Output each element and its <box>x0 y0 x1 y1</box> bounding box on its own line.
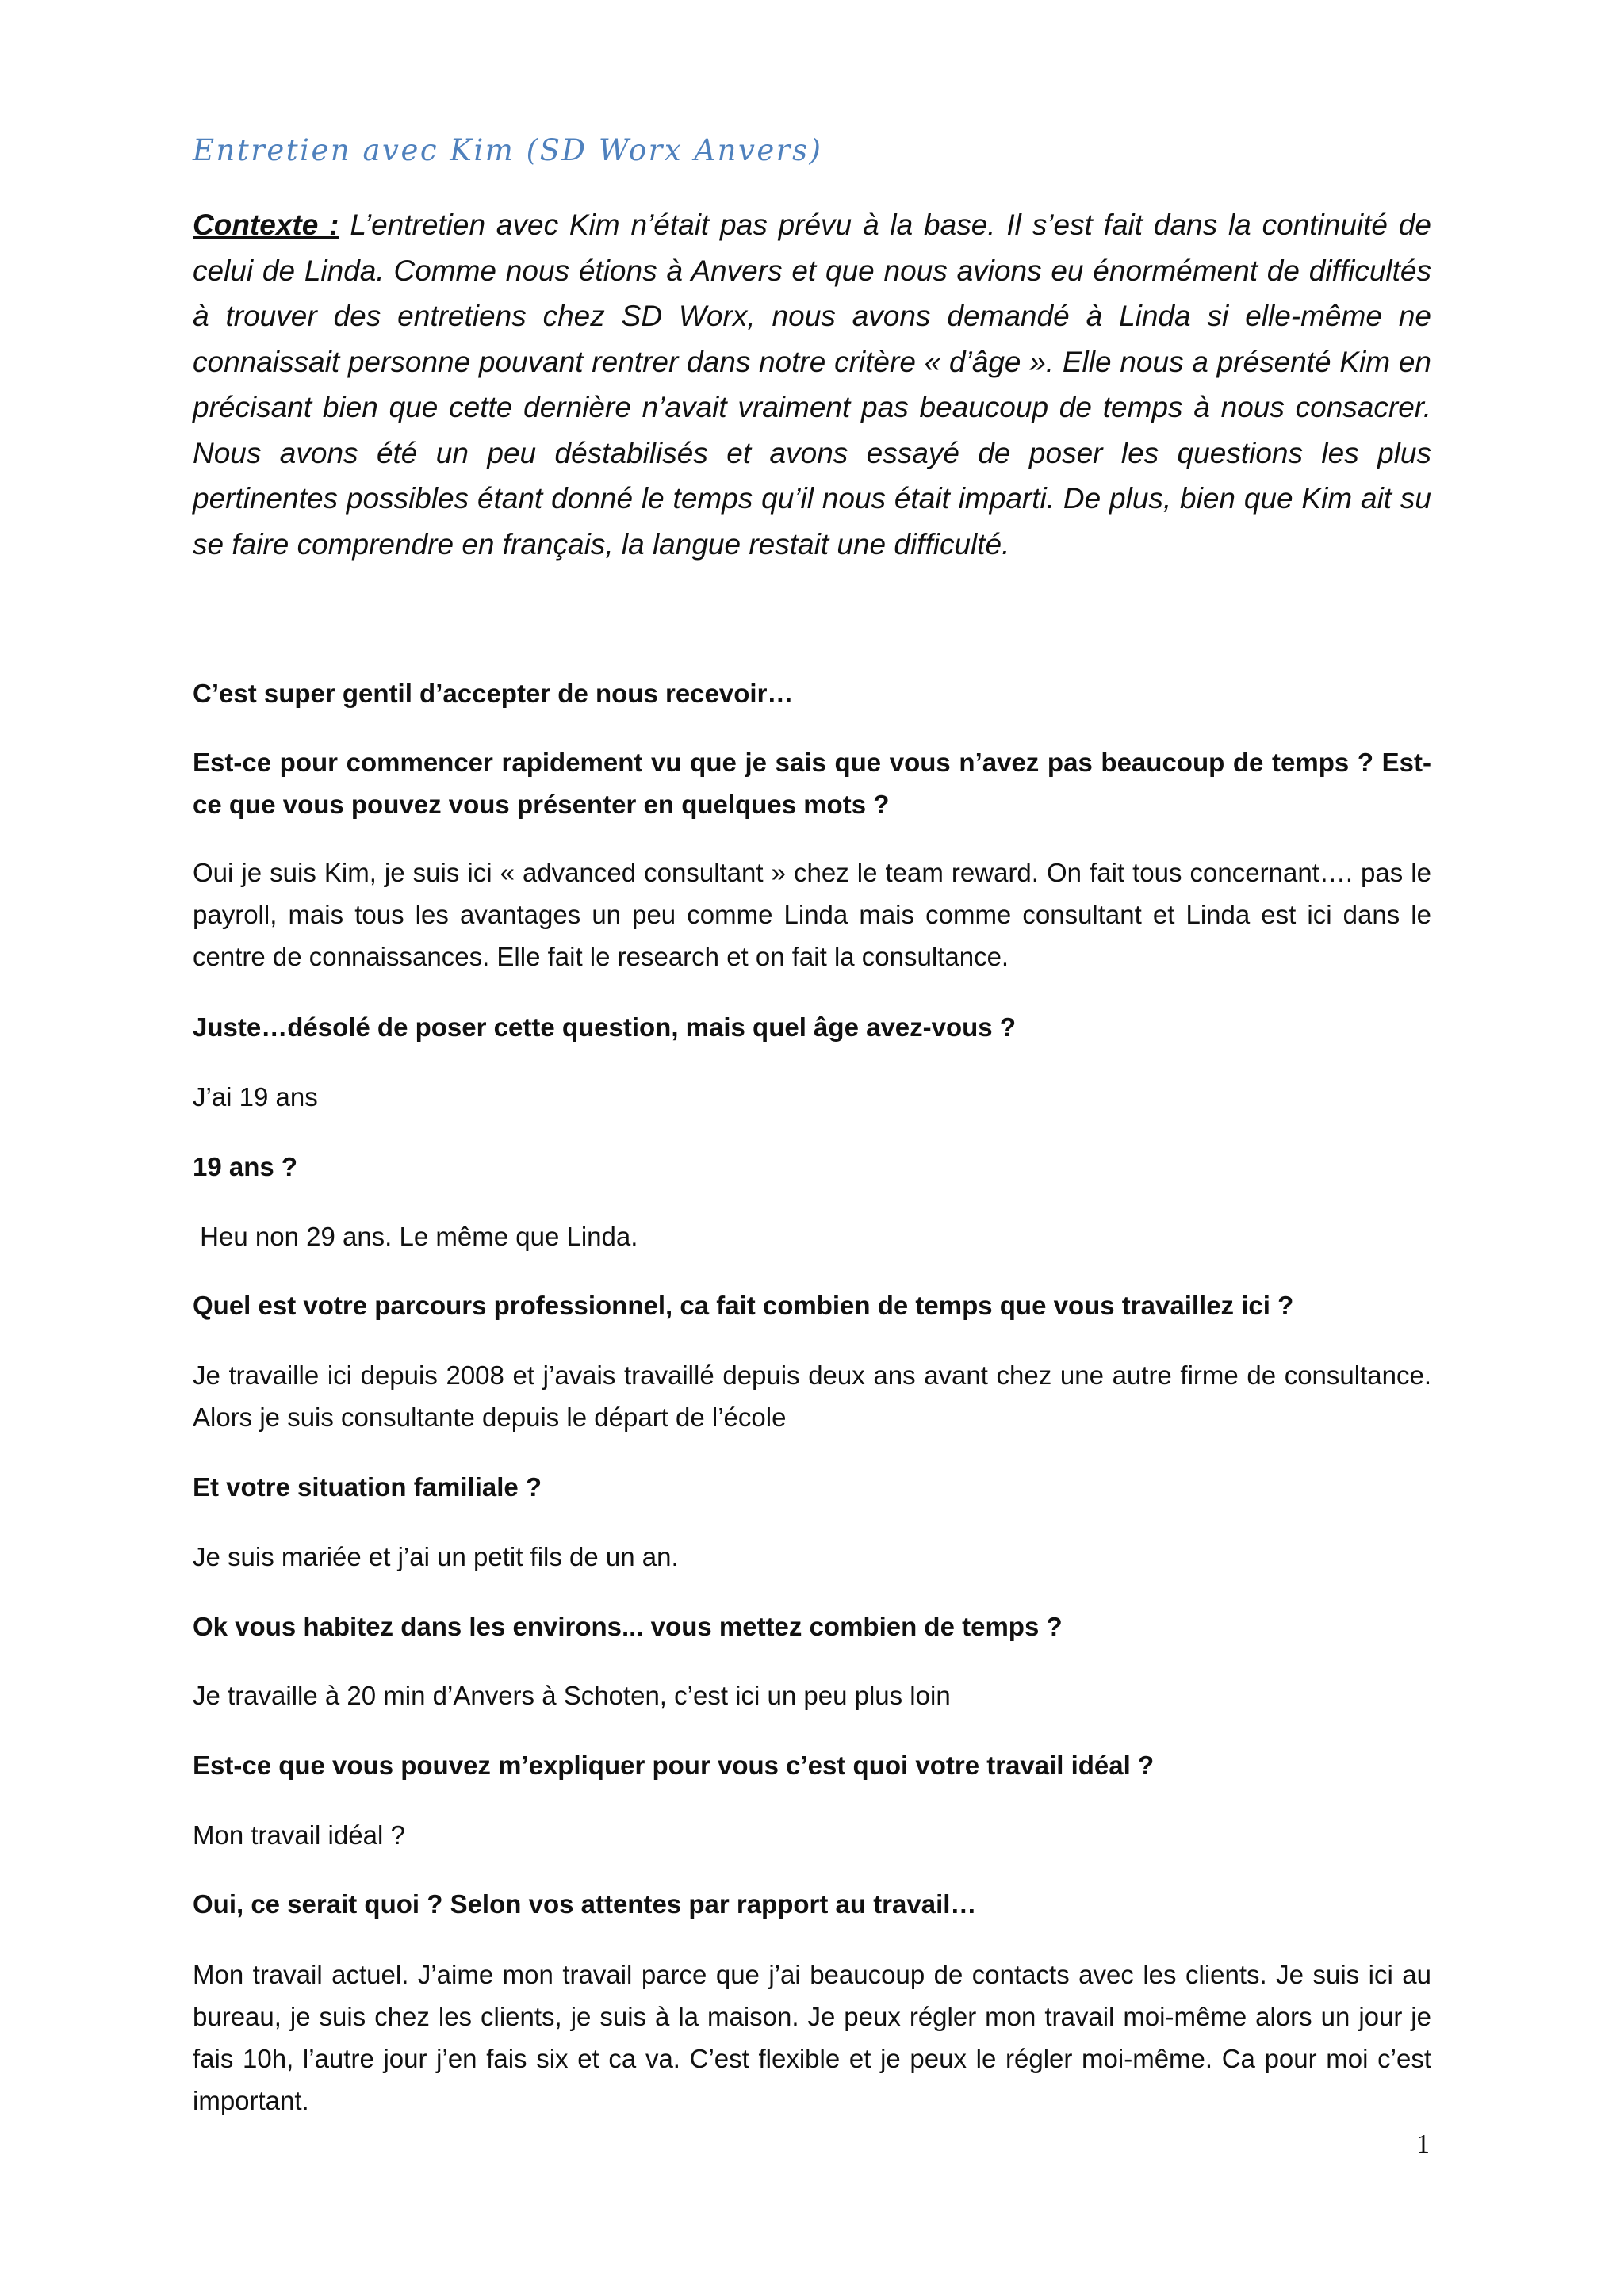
question-paragraph: Quel est votre parcours professionnel, ca fait combien de temps que vous travaillez ici ? <box>193 1291 1294 1320</box>
context-label: Contexte : <box>193 209 339 241</box>
context-paragraph <box>193 202 1431 567</box>
question-paragraph: Ok vous habitez dans les environs... vous mettez combien de temps ? <box>193 1612 1063 1641</box>
answer-paragraph: J’ai 19 ans <box>193 1082 318 1112</box>
context-text: L’entretien avec Kim n’était pas prévu à la base. Il s’est fait dans la continuité de celui de Linda. Comme nous étions à Anvers et que nous avions eu énormément de difficultés à trouver des entretiens chez SD Worx, nous avons demandé à Linda si elle-même ne connaissait personne pouvant rentrer dans notre critère « d’âge ». Elle nous a présenté Kim en précisant bien que cette dernière n’avait vraiment pas beaucoup de temps à nous consacrer. Nous avons été un peu déstabilisés et avons essayé de poser les questions les plus pertinentes possibles étant donné le temps qu’il nous était imparti. De plus, bien que Kim ait su se faire comprendre en français, la langue restait une difficulté. <box>193 209 1431 561</box>
answer-paragraph: Oui je suis Kim, je suis ici « advanced consultant » chez le team reward. On fait tous concernant…. pas le payroll, mais tous les avantages un peu comme Linda mais comme consultant et Linda est ici dans le centre de connaissances. Elle fait le research et on fait la consultance. <box>193 858 1431 971</box>
question-paragraph: 19 ans ? <box>193 1152 298 1181</box>
question-paragraph: Juste…désolé de poser cette question, mais quel âge avez-vous ? <box>193 1012 1016 1042</box>
question-paragraph: Oui, ce serait quoi ? Selon vos attentes par rapport au travail… <box>193 1889 977 1919</box>
question-paragraph: Est-ce que vous pouvez m’expliquer pour vous c’est quoi votre travail idéal ? <box>193 1751 1155 1780</box>
question-paragraph: Et votre situation familiale ? <box>193 1472 542 1502</box>
question-paragraph: Est-ce pour commencer rapidement vu que je sais que vous n’avez pas beaucoup de temps ? Est-ce que vous pouvez vous présenter en quelques mots ? <box>193 748 1431 819</box>
answer-paragraph: Je travaille à 20 min d’Anvers à Schoten, c’est ici un peu plus loin <box>193 1681 951 1710</box>
answer-paragraph: Heu non 29 ans. Le même que Linda. <box>193 1222 638 1251</box>
answer-paragraph: Je suis mariée et j’ai un petit fils de un an. <box>193 1542 679 1571</box>
answer-paragraph: Mon travail idéal ? <box>193 1820 405 1850</box>
question-paragraph: C’est super gentil d’accepter de nous recevoir… <box>193 679 794 708</box>
page-number: 1 <box>1416 2130 1430 2159</box>
answer-paragraph: Je travaille ici depuis 2008 et j’avais travaillé depuis deux ans avant chez une autre firme de consultance. Alors je suis consultante depuis le départ de l’école <box>193 1360 1431 1432</box>
document-title: Entretien avec Kim (SD Worx Anvers) <box>193 133 823 167</box>
answer-paragraph: Mon travail actuel. J’aime mon travail parce que j’ai beaucoup de contacts avec les clients. Je suis ici au bureau, je suis chez les clients, je suis à la maison. Je peux régler mon travail moi-même alors un jour je fais 10h, l’autre jour j’en fais six et ca va. C’est flexible et je peux le régler moi-même. Ca pour moi c’est important. <box>193 1960 1431 2115</box>
